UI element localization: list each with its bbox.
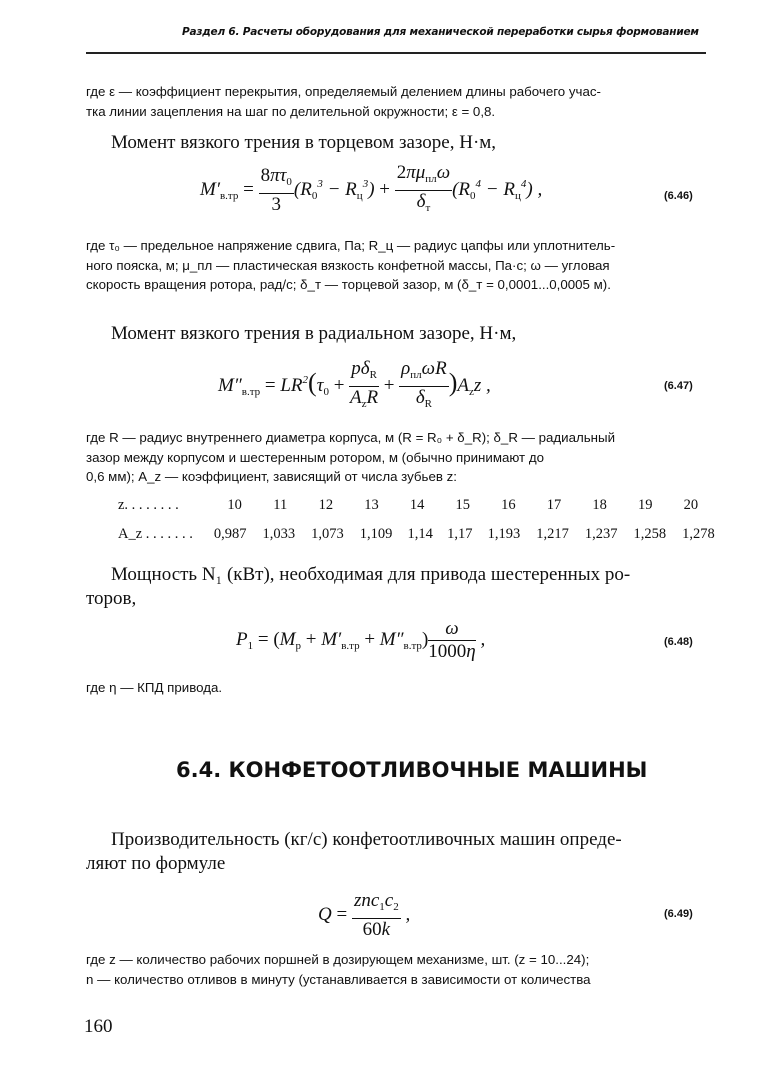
table-cell: 1,109 — [359, 526, 393, 542]
table-cell: 10 — [227, 497, 242, 513]
table-cell: 1,237 — [584, 526, 618, 542]
table-cell: 19 — [638, 497, 653, 513]
table-row-label: A_z . . . . . . . — [118, 526, 193, 542]
table-cell: 1,258 — [633, 526, 667, 542]
equation-number: (6.49) — [664, 908, 693, 920]
productivity-intro — [86, 828, 706, 876]
table-row-label: z. . . . . . . . — [118, 497, 179, 513]
running-header: Раздел 6. Расчеты оборудования для механической переработки сырья формованием — [182, 26, 699, 38]
table-cell: 20 — [683, 497, 699, 513]
equation-number: (6.48) — [664, 636, 693, 648]
text-line: Мощность N₁ (кВт), необходимая для привода шестеренных ро- — [111, 564, 631, 585]
table-row-az — [118, 526, 721, 543]
table-cell: 1,14 — [407, 526, 433, 542]
table-cell: 11 — [273, 497, 288, 513]
text-line: где R — радиус внутреннего диаметра корпуса, м (R = R₀ + δ_R); δ_R — радиальный — [86, 430, 615, 445]
table-cell: 1,033 — [262, 526, 296, 542]
text-line: зазор между корпусом и шестеренным ротором, м (обычно принимают до — [86, 449, 544, 465]
paragraph-eta: где η — КПД привода. — [86, 680, 223, 695]
table-cell: 17 — [546, 497, 562, 513]
table-cell: 18 — [592, 497, 607, 513]
table-cell: 1,193 — [487, 526, 521, 542]
text-line: где z — количество рабочих поршней в дозирующем механизме, шт. (z = 10...24); — [86, 952, 590, 967]
table-cell: 16 — [501, 497, 516, 513]
text-line: ного пояска, м; μ_пл — пластическая вязкость конфетной массы, Па·с; ω — угловая — [86, 257, 610, 273]
paragraph-pistons — [86, 950, 706, 989]
paragraph-epsilon — [86, 82, 706, 121]
power-intro — [86, 563, 706, 611]
table-cell: 1,217 — [536, 526, 569, 542]
text-line: 0,6 мм); A_z — коэффициент, зависящий от числа зубьев z: — [86, 469, 457, 484]
text-line: ляют по формуле — [86, 853, 226, 874]
section-heading: 6.4. КОНФЕТООТЛИВОЧНЫЕ МАШИНЫ — [176, 758, 648, 782]
table-cell: 0,987 — [213, 526, 247, 542]
equation-number: (6.46) — [664, 190, 693, 202]
formula-6-46: $M'_{в.тр}$ = $\frac{8\pi\tau_0}{3}$ $(R_0^3 - R_ц^3)$ + $\frac{2\pi\mu_{пл}\omega}{\delta_т}$ $(R_0^4 - R_ц^4)$ , — [200, 162, 543, 215]
table-cell: 1,17 — [447, 526, 473, 542]
page-number: 160 — [84, 1016, 113, 1037]
text-line: торов, — [86, 588, 137, 609]
text-line: n — количество отливов в минуту (устанавливается в зависимости от количества — [86, 971, 591, 987]
table-cell: 13 — [364, 497, 379, 513]
text-line: Производительность (кг/с) конфетоотливочных машин опреде- — [111, 829, 622, 850]
paragraph-tau — [86, 236, 706, 295]
table-cell: 14 — [409, 497, 425, 513]
equation-number: (6.47) — [664, 380, 693, 392]
header-rule — [86, 52, 706, 54]
text-line: тка линии зацепления на шаг по делительной окружности; ε = 0,8. — [86, 103, 496, 119]
table-cell: 1,278 — [682, 526, 715, 542]
formula-6-49: Q = $\frac{znc_1c_2}{60k}$ , — [318, 890, 411, 940]
moment-radial-gap-intro: Момент вязкого трения в радиальном зазоре, Н·м, — [111, 323, 517, 344]
formula-6-47: $M''_{в.тр} = LR^2(\tau_0$ + $\frac{p\delta_R}{A_zR}$ + $\frac{\rho_{пл}\omega R}{\delta_R}$ )$A_zz$ , — [218, 358, 491, 410]
table-cell: 15 — [455, 497, 470, 513]
moment-end-gap-intro: Момент вязкого трения в торцевом зазоре, Н·м, — [111, 132, 497, 153]
text-line: где τ₀ — предельное напряжение сдвига, Па; R_ц — радиус цапфы или уплотнитель- — [86, 238, 616, 253]
text-line: где ε — коэффициент перекрытия, определяемый делением длины рабочего учас- — [86, 84, 601, 99]
table-row-z — [118, 497, 712, 514]
table-cell: 1,073 — [311, 526, 344, 542]
table-cell: 12 — [318, 497, 334, 513]
paragraph-radius — [86, 428, 706, 487]
text-line: скорость вращения ротора, рад/с; δ_т — торцевой зазор, м (δ_т = 0,0001...0,0005 м). — [86, 277, 611, 292]
formula-6-48: $P_1 = (M_p + M'_{в.тр} + M''_{в.тр})$ $\frac{\omega}{1000\eta}$ , — [236, 618, 486, 662]
